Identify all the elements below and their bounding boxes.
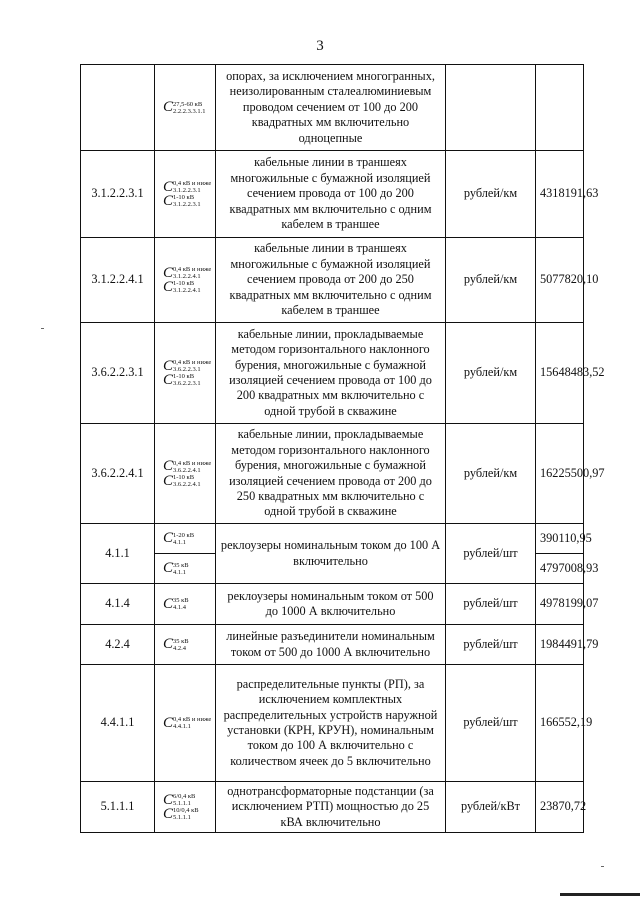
rate-symbol (159, 597, 211, 611)
rate-symbol-voltage: 1-10 кВ (173, 194, 195, 202)
row-rate: 4978199,07 (536, 584, 584, 625)
rate-symbol-index: 3.6.2.2.3.1 (173, 366, 201, 373)
row-description: реклоузеры номинальным током до 100 А включительно (216, 524, 446, 584)
rate-symbol-cell (155, 782, 216, 833)
row-unit: рублей/км (446, 323, 536, 424)
rate-symbol (159, 716, 211, 730)
rate-symbol-letter: C (163, 636, 174, 653)
row-code: 4.2.4 (81, 625, 155, 665)
rate-symbol (159, 373, 211, 387)
rate-symbol (159, 637, 211, 651)
rate-symbol-voltage: 0,4 кВ и ниже (173, 180, 212, 187)
rate-symbol-cell (155, 323, 216, 424)
rate-symbol-voltage: 0,4 кВ и ниже (173, 459, 212, 467)
rate-symbol (159, 793, 211, 807)
rate-symbol-letter: C (163, 560, 174, 577)
rate-symbol (159, 561, 211, 575)
rate-symbol-cell (155, 424, 216, 524)
rate-symbol-voltage: 6/0,4 кВ (173, 793, 196, 800)
rate-symbol-index: 2.2.2.3.3.1.1 (173, 107, 206, 115)
rate-symbol-index: 4.4.1.1 (173, 723, 191, 731)
rate-symbol-cell (155, 524, 216, 554)
rate-symbol-index: 5.1.1.1 (173, 814, 191, 822)
rate-symbol-cell (155, 665, 216, 782)
rate-symbol-cell (155, 151, 216, 238)
rate-symbol-letter: C (163, 530, 174, 547)
row-unit: рублей/км (446, 151, 536, 238)
row-description: линейные разъединители номинальным током от 500 до 1000 А включительно (216, 625, 446, 665)
rate-symbol-index: 4.1.4 (173, 604, 187, 612)
rate-symbol-index: 3.6.2.2.3.1 (173, 380, 201, 388)
row-unit: рублей/шт (446, 625, 536, 665)
row-code: 3.1.2.2.4.1 (81, 238, 155, 323)
rate-symbol-voltage: 27,5-60 кВ (173, 100, 203, 108)
rate-symbol-index: 4.1.1 (173, 538, 187, 546)
row-unit: рублей/км (446, 424, 536, 524)
rate-symbol-index: 3.6.2.2.4.1 (173, 480, 201, 488)
row-rate: 4797008,93 (536, 554, 584, 584)
rate-symbol (159, 100, 211, 114)
row-unit: рублей/кВт (446, 782, 536, 833)
rate-symbol-letter: C (163, 265, 174, 281)
rate-symbol (159, 807, 211, 821)
table-row (81, 625, 584, 665)
rate-symbol (159, 459, 211, 473)
row-unit: рублей/шт (446, 524, 536, 584)
rate-symbol-index: 5.1.1.1 (173, 800, 191, 807)
rate-symbol-voltage: 1-10 кВ (173, 373, 195, 381)
rate-symbol-voltage: 10/0,4 кВ (173, 807, 199, 815)
row-rate: 166552,19 (536, 665, 584, 782)
rate-symbol-voltage: 0,4 кВ и ниже (173, 359, 212, 366)
table-row (81, 782, 584, 833)
rate-symbol (159, 359, 211, 373)
row-rate: 23870,72 (536, 782, 584, 833)
table-row (81, 665, 584, 782)
row-description: однотрансформаторные подстанции (за исключением РТП) мощностью до 25 кВА включительно (216, 782, 446, 833)
table-row (81, 65, 584, 151)
row-unit: рублей/шт (446, 584, 536, 625)
row-rate: 390110,95 (536, 524, 584, 554)
rate-symbol-letter: C (163, 358, 174, 374)
rate-symbol-voltage: 0,4 кВ и ниже (173, 266, 212, 273)
table-row (81, 424, 584, 524)
rate-symbol-voltage: 0,4 кВ и ниже (173, 716, 212, 724)
row-description: кабельные линии, прокладываемые методом горизонтального наклонного бурения, многожильные с бумажной изоляцией сечением провода от 100 до 200 квадратных мм включительно с одной трубой в скважине (216, 323, 446, 424)
row-description: распределительные пункты (РП), за исключением комплектных распределительных устройств наружной установки (КРН, КРУН), номинальным током до 100 А включительно с количеством ячеек до 5 включительно (216, 665, 446, 782)
rates-table (80, 64, 605, 833)
page-number: 3 (316, 38, 324, 54)
row-rate (536, 65, 584, 151)
row-code: 3.6.2.2.3.1 (81, 323, 155, 424)
row-rate: 5077820,10 (536, 238, 584, 323)
row-code: 4.1.4 (81, 584, 155, 625)
margin-mark (41, 328, 44, 329)
rate-symbol (159, 531, 211, 545)
rate-symbol-index: 3.6.2.2.4.1 (173, 466, 201, 474)
rate-symbol-letter: C (163, 458, 174, 475)
rate-symbol-letter: C (163, 806, 174, 823)
rate-symbol-cell (155, 584, 216, 625)
rate-symbol-index: 4.2.4 (173, 644, 187, 652)
margin-mark (601, 866, 604, 867)
row-code: 5.1.1.1 (81, 782, 155, 833)
table-row (81, 238, 584, 323)
row-unit: рублей/км (446, 238, 536, 323)
row-rate: 4318191,63 (536, 151, 584, 238)
rate-symbol (159, 194, 211, 208)
rate-symbol-index: 3.1.2.2.4.1 (173, 287, 201, 295)
row-code: 4.4.1.1 (81, 665, 155, 782)
table-row (81, 151, 584, 238)
rate-symbol-voltage: 1-20 кВ (173, 531, 195, 539)
rate-symbol-letter: C (163, 279, 174, 296)
rate-symbol-voltage: 1-10 кВ (173, 473, 195, 481)
rate-symbol (159, 280, 211, 294)
row-unit (446, 65, 536, 151)
rate-symbol-letter: C (163, 472, 174, 489)
rate-symbol-cell (155, 625, 216, 665)
rate-symbol-index: 3.1.2.2.4.1 (173, 273, 201, 280)
row-description: реклоузеры номинальным током от 500 до 1000 А включительно (216, 584, 446, 625)
row-rate: 15648483,52 (536, 323, 584, 424)
row-description: опорах, за исключением многогранных, неизолированным сталеалюминиевым проводом сечением от 100 до 200 квадратных мм включительно одноцепные (216, 65, 446, 151)
row-code (81, 65, 155, 151)
rate-symbol-cell (155, 238, 216, 323)
rate-symbol-cell (155, 554, 216, 584)
row-rate: 1984491,79 (536, 625, 584, 665)
row-code: 3.6.2.2.4.1 (81, 424, 155, 524)
rate-symbol (159, 180, 211, 194)
rate-symbol-letter: C (163, 792, 174, 808)
rate-symbol-voltage: 35 кВ (173, 637, 189, 645)
row-description: кабельные линии в траншеях многожильные с бумажной изоляцией сечением провода от 200 до 250 квадратных мм включительно с одним кабелем в траншее (216, 238, 446, 323)
rate-symbol-cell (155, 65, 216, 151)
row-unit: рублей/шт (446, 665, 536, 782)
rate-symbol-letter: C (163, 179, 174, 195)
row-code: 4.1.1 (81, 524, 155, 584)
row-code: 3.1.2.2.3.1 (81, 151, 155, 238)
row-rate: 16225500,97 (536, 424, 584, 524)
table-row (81, 584, 584, 625)
scan-edge-line (560, 893, 640, 896)
rate-symbol-index: 4.1.1 (173, 568, 187, 576)
rate-symbol-index: 3.1.2.2.3.1 (173, 187, 201, 194)
rate-symbol (159, 266, 211, 280)
rate-symbol-voltage: 35 кВ (173, 597, 189, 605)
table-row (81, 323, 584, 424)
rate-symbol (159, 474, 211, 488)
row-description: кабельные линии, прокладываемые методом горизонтального наклонного бурения, многожильные с бумажной изоляцией сечением провода от 200 до 250 квадратных мм включительно с одной трубой в скважине (216, 424, 446, 524)
rate-symbol-voltage: 1-10 кВ (173, 280, 195, 288)
rate-symbol-letter: C (163, 193, 174, 210)
rate-symbol-letter: C (163, 372, 174, 389)
rate-symbol-letter: C (163, 715, 174, 732)
table-row (81, 524, 584, 554)
rate-symbol-voltage: 35 кВ (173, 561, 189, 569)
rate-symbol-index: 3.1.2.2.3.1 (173, 201, 201, 209)
row-description: кабельные линии в траншеях многожильные с бумажной изоляцией сечением провода от 100 до 200 квадратных мм включительно с одним кабелем в траншее (216, 151, 446, 238)
rate-symbol-letter: C (163, 596, 174, 613)
rate-symbol-letter: C (163, 99, 174, 116)
